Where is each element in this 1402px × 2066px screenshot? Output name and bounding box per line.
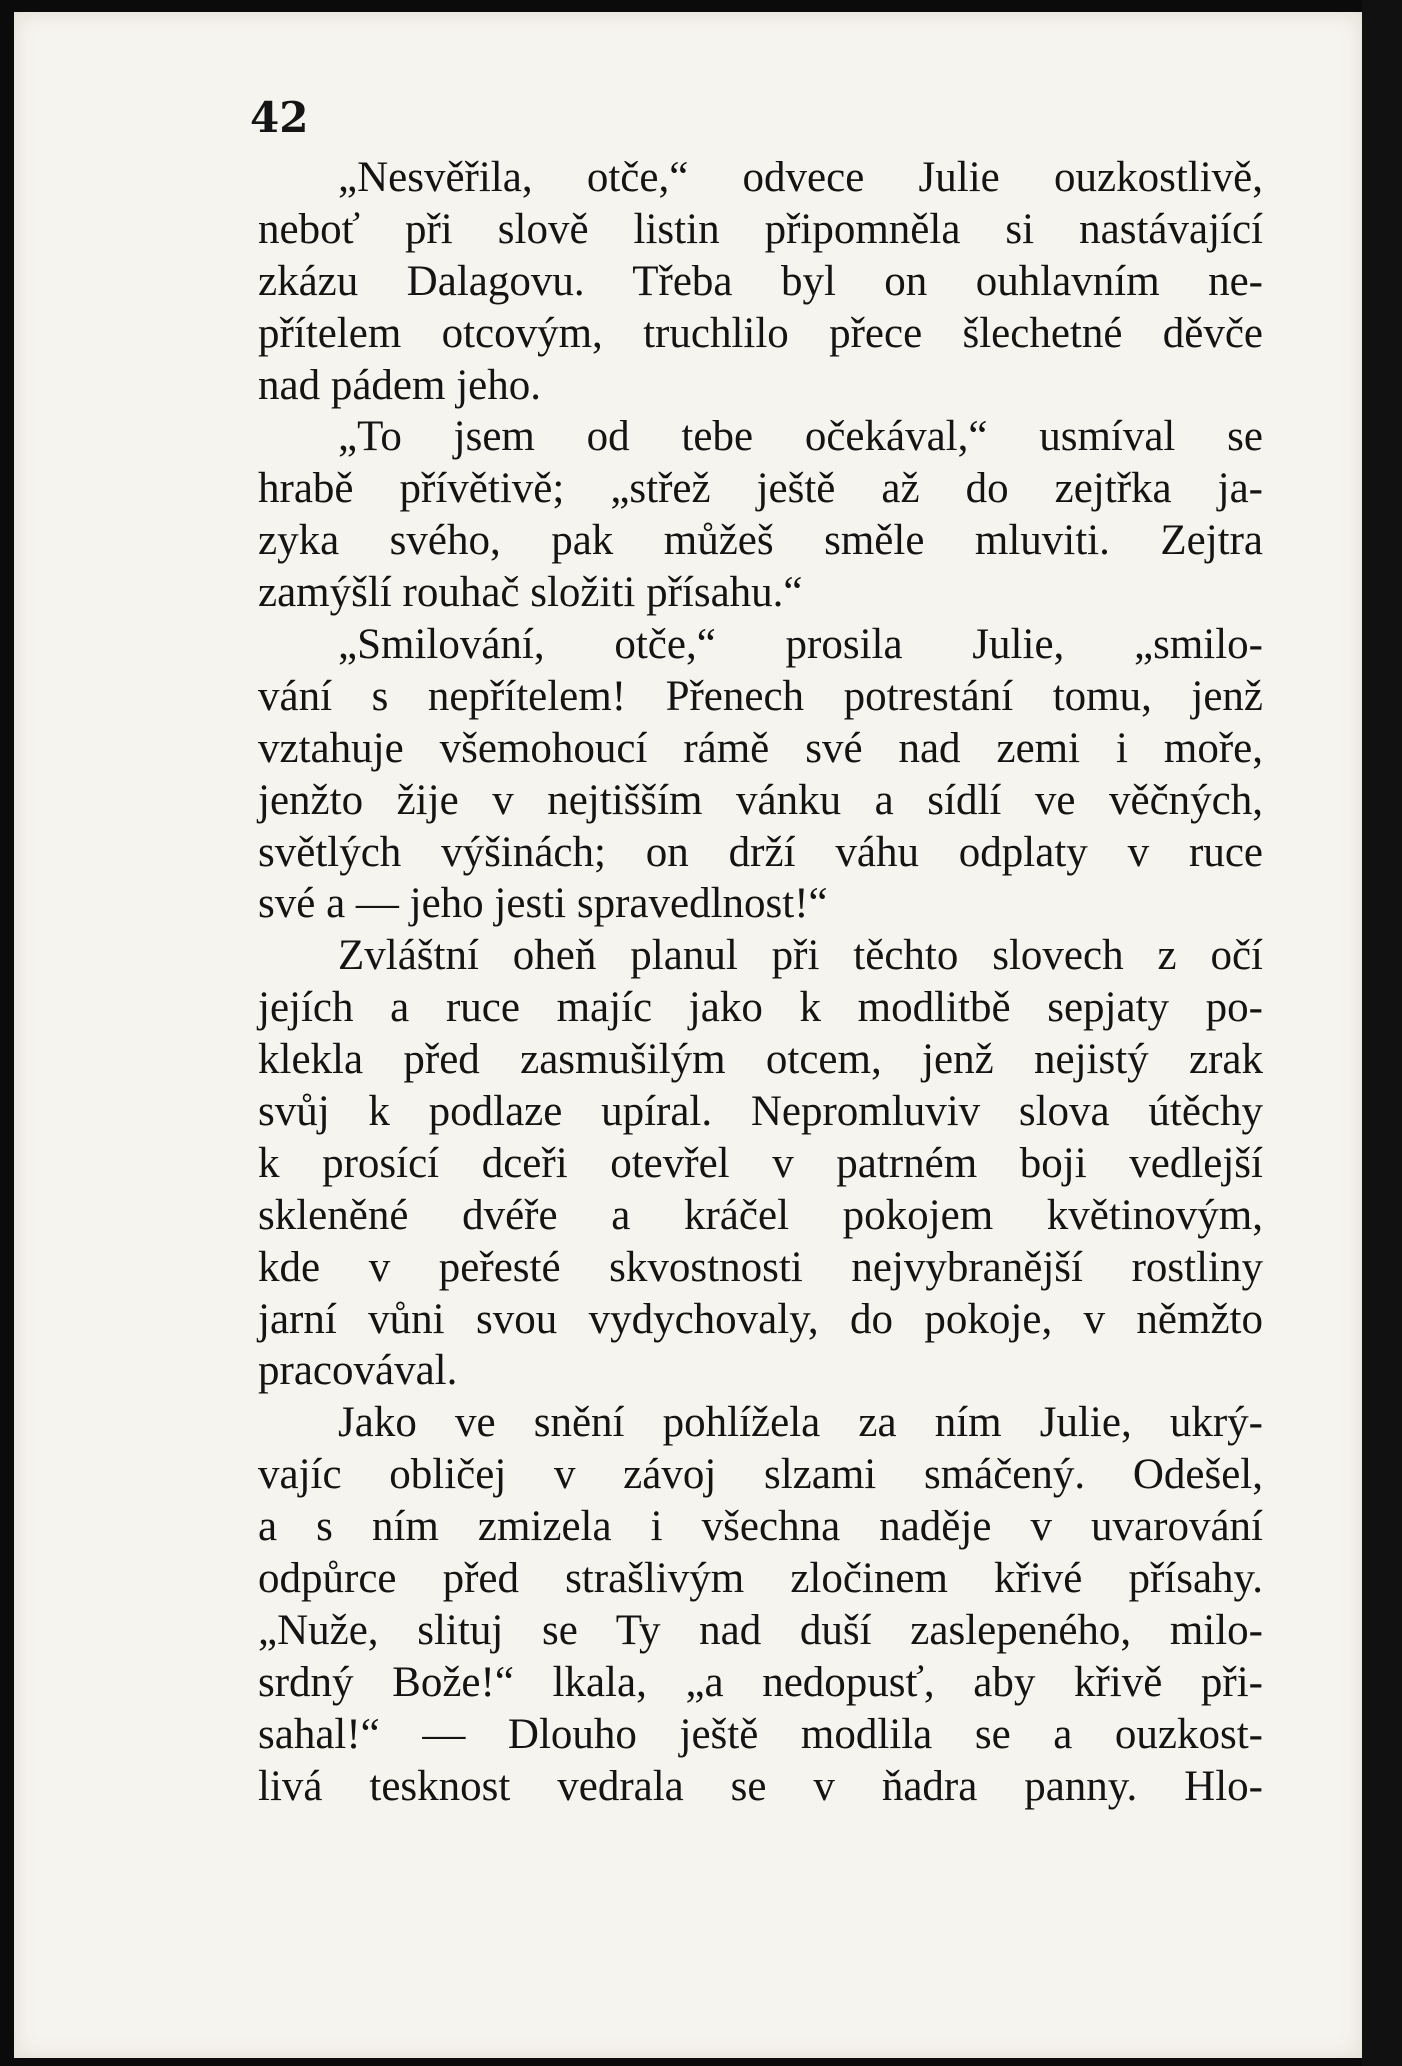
text-line: vání s nepřítelem! Přenech potrestání tomu, jenž — [258, 672, 1263, 720]
text-line: jenžto žije v nejtišším vánku a sídlí ve věčných, — [258, 776, 1263, 824]
text-line: jejích a ruce majíc jako k modlitbě sepjaty po- — [258, 984, 1263, 1032]
text-line: livá tesknost vedrala se v ňadra panny. Hlo- — [258, 1762, 1263, 1810]
text-line: „Smilování, otče,“ prosila Julie, „smilo- — [338, 621, 1263, 669]
text-line: Jako ve snění pohlížela za ním Julie, ukrý- — [338, 1399, 1263, 1447]
text-line: a s ním zmizela i všechna naděje v uvarování — [258, 1503, 1263, 1551]
text-line: světlých výšinách; on drží váhu odplaty v ruce — [258, 828, 1263, 876]
text-line: sahal!“ — Dlouho ještě modlila se a ouzkost- — [258, 1710, 1263, 1758]
text-line: své a — jeho jesti spravedlnost!“ — [258, 880, 828, 928]
text-line: nad pádem jeho. — [258, 361, 541, 409]
text-line: neboť při slově listin připomněla si nastávající — [258, 205, 1263, 253]
text-line: vajíc obličej v závoj slzami smáčený. Odešel, — [258, 1451, 1263, 1499]
text-line: srdný Bože!“ lkala, „a nedopusť, aby křivě při- — [258, 1658, 1263, 1706]
text-line: jarní vůni svou vydychovaly, do pokoje, v němžto — [258, 1295, 1263, 1343]
page-edge-shadow — [1362, 0, 1402, 2066]
text-line: „To jsem od tebe očekával,“ usmíval se — [338, 413, 1263, 461]
page-number: 42 — [250, 93, 309, 142]
text-line: svůj k podlaze upíral. Nepromluviv slova útěchy — [258, 1088, 1263, 1136]
text-line: odpůrce před strašlivým zločinem křivé přísahy. — [258, 1555, 1263, 1603]
text-line: „Nesvěřila, otče,“ odvece Julie ouzkostlivě, — [338, 154, 1263, 201]
text-line: „Nuže, slituj se Ty nad duší zaslepeného, milo- — [258, 1606, 1263, 1654]
text-line: skleněné dvéře a kráčel pokojem květinovým, — [258, 1191, 1263, 1239]
body-text — [258, 152, 1263, 1813]
text-line: kde v peřesté skvostnosti nejvybranější rostliny — [258, 1243, 1263, 1291]
text-line: Zvláštní oheň planul při těchto slovech z očí — [338, 932, 1263, 980]
text-line: klekla před zasmušilým otcem, jenž nejistý zrak — [258, 1036, 1263, 1084]
text-line: zkázu Dalagovu. Třeba byl on ouhlavním ne- — [258, 257, 1263, 305]
text-line: hrabě přívětivě; „střež ještě až do zejtřka ja- — [258, 465, 1263, 513]
text-line: zyka svého, pak můžeš směle mluviti. Zejtra — [258, 517, 1263, 565]
text-line: přítelem otcovým, truchlilo přece šlechetné děvče — [258, 309, 1263, 357]
text-line: zamýšlí rouhač složiti přísahu.“ — [258, 569, 803, 617]
text-line: pracovával. — [258, 1347, 458, 1395]
text-line: k prosící dceři otevřel v patrném boji vedlejší — [258, 1139, 1263, 1187]
text-line: vztahuje všemohoucí rámě své nad zemi i moře, — [258, 724, 1263, 772]
